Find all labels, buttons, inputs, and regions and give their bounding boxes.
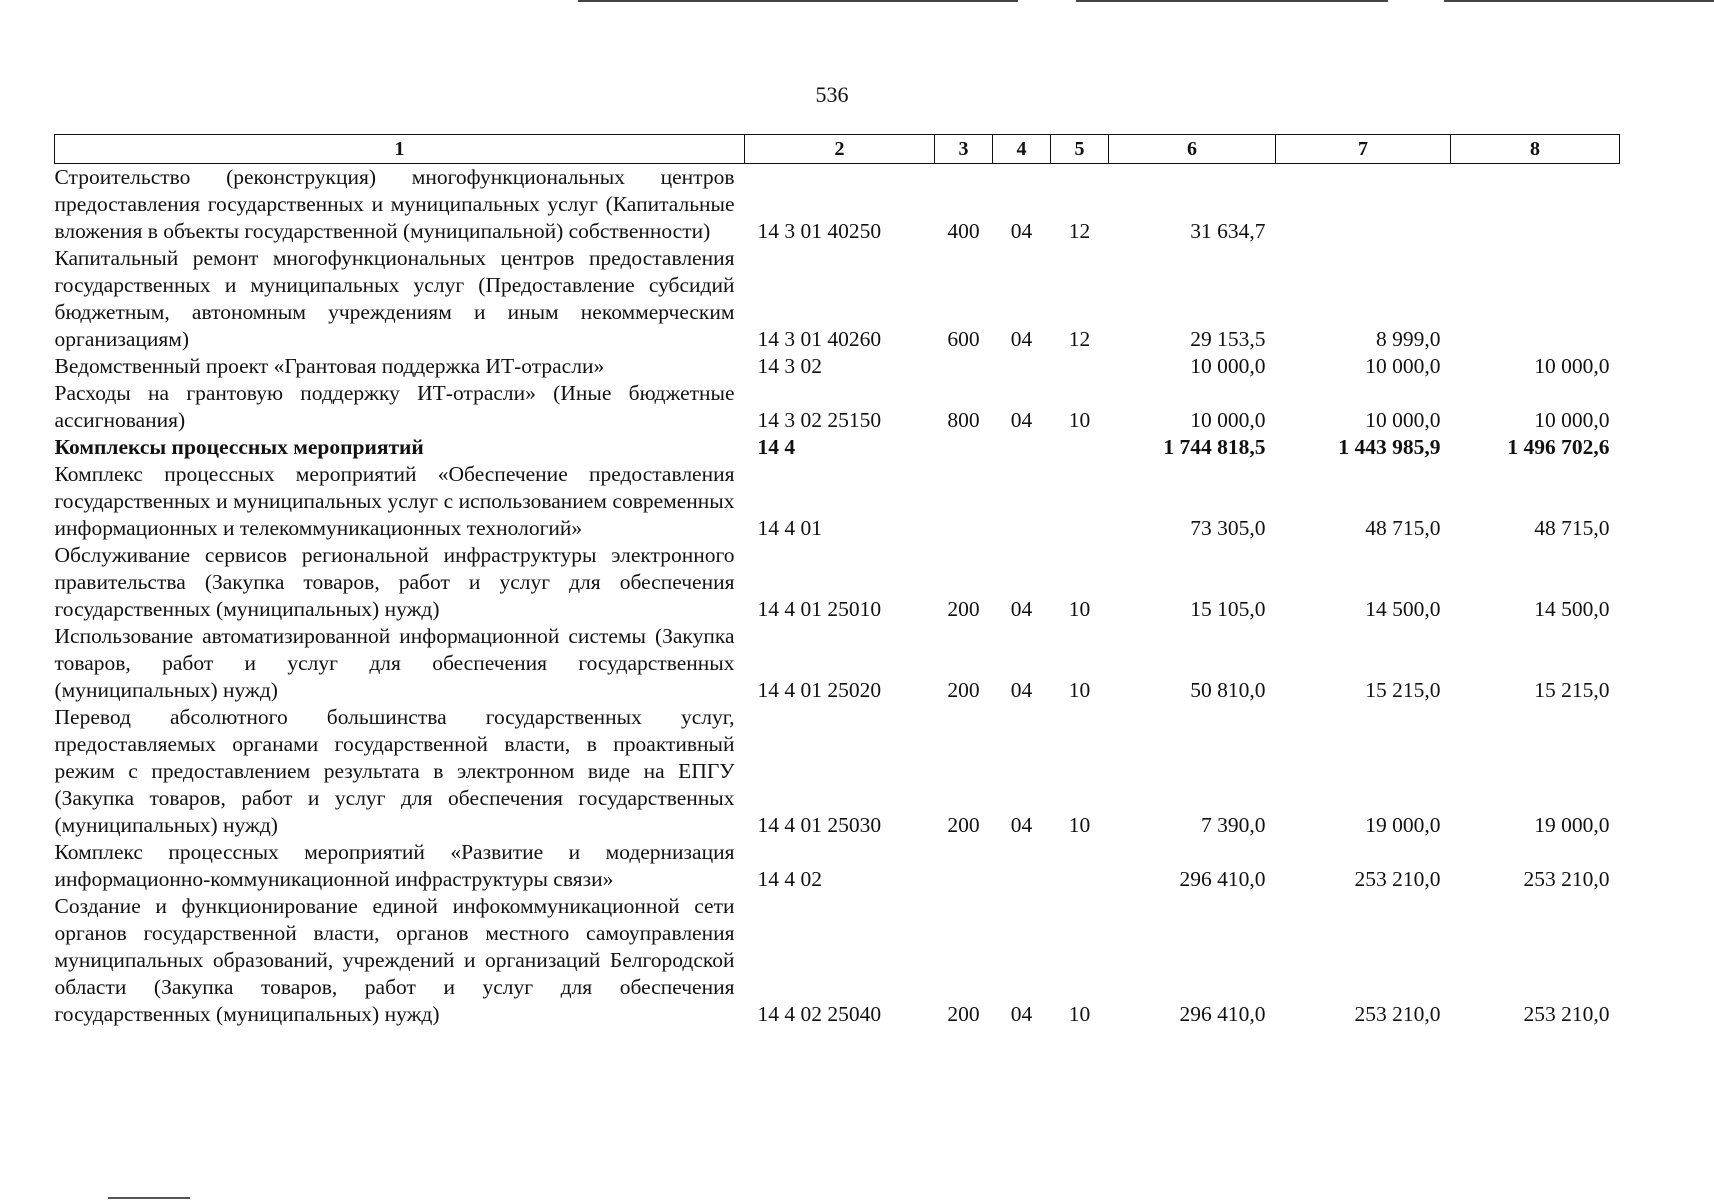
row-amount-col6-cell: 29 153,5 [1190, 327, 1266, 351]
row-amount-col7-cell: 1 443 985,9 [1338, 435, 1441, 459]
row-col5-cell: 12 [1068, 327, 1091, 351]
row-amount-col6-cell: 296 410,0 [1179, 867, 1266, 891]
row-amount-col7-cell: 253 210,0 [1354, 1002, 1441, 1026]
row-amount-col8-cell: 19 000,0 [1534, 813, 1610, 837]
row-name-cell: Создание и функционирование единой инфокоммуникационной сети органов государственной власти, органов местного самоуправления муниципальных образований, учреждений и организаций Белгородской области (Закупка товаров, работ и услуг для обеспечения государственных (муниципальных) нужд) [54, 894, 735, 1026]
row-col3-cell: 800 [947, 408, 980, 432]
table-row [55, 353, 1620, 380]
row-col3-cell: 200 [947, 813, 980, 837]
row-amount-col6-cell: 10 000,0 [1190, 354, 1266, 378]
row-amount-col7-cell: 14 500,0 [1365, 597, 1441, 621]
row-col5-cell [1051, 839, 1109, 893]
row-col3-cell [935, 434, 993, 461]
row-col3-cell: 600 [947, 327, 980, 351]
row-col4-cell [993, 434, 1051, 461]
row-code-cell: 14 4 [757, 435, 796, 459]
row-col3-cell: 400 [947, 219, 980, 243]
row-name-cell: Ведомственный проект «Грантовая поддержка ИТ-отрасли» [54, 354, 605, 378]
row-col4-cell: 04 [1010, 597, 1033, 621]
row-amount-col6-cell: 296 410,0 [1179, 1002, 1266, 1026]
row-code-cell: 14 3 01 40260 [757, 327, 882, 351]
row-amount-col6-cell: 31 634,7 [1190, 219, 1266, 243]
row-name-cell: Комплекс процессных мероприятий «Развитие и модернизация информационно-коммуникационной инфраструктуры связи» [54, 840, 735, 891]
row-code-cell: 14 4 01 25030 [757, 813, 882, 837]
row-col4-cell [993, 353, 1051, 380]
row-col5-cell [1051, 434, 1109, 461]
row-code-cell: 14 4 01 [757, 516, 822, 540]
table-row [55, 623, 1620, 704]
row-col5-cell: 10 [1068, 1002, 1091, 1026]
row-col5-cell: 10 [1068, 678, 1091, 702]
table-row [55, 380, 1620, 434]
row-amount-col7-cell: 48 715,0 [1365, 516, 1441, 540]
table-row [55, 434, 1620, 461]
row-name-cell: Комплекс процессных мероприятий «Обеспечение предоставления государственных и муниципальных услуг с использованием современных информационных и телекоммуникационных технологий» [54, 462, 735, 540]
row-col4-cell: 04 [1010, 813, 1033, 837]
column-header-1: 1 [55, 135, 745, 164]
page-number: 536 [815, 82, 849, 107]
table-body [55, 164, 1620, 1029]
row-amount-col6-cell: 73 305,0 [1190, 516, 1266, 540]
scan-edge-line [1444, 0, 1714, 2]
row-name-cell: Обслуживание сервисов региональной инфраструктуры электронного правительства (Закупка товаров, работ и услуг для обеспечения государственных (муниципальных) нужд) [54, 543, 735, 621]
row-name-cell: Строительство (реконструкция) многофункциональных центров предоставления государственных и муниципальных услуг (Капитальные вложения в объекты государственной (муниципальной) собственности) [54, 165, 735, 243]
row-col5-cell: 10 [1068, 813, 1091, 837]
scan-edge-line [578, 0, 1018, 2]
row-col3-cell: 200 [947, 597, 980, 621]
budget-table [54, 134, 1620, 1028]
row-code-cell: 14 3 02 [757, 354, 822, 378]
row-amount-col7-cell: 19 000,0 [1365, 813, 1441, 837]
row-code-cell: 14 4 01 25010 [757, 597, 882, 621]
row-amount-col8-cell: 253 210,0 [1523, 867, 1610, 891]
row-name-cell: Использование автоматизированной информационной системы (Закупка товаров, работ и услуг для обеспечения государственных (муниципальных) нужд) [54, 624, 735, 702]
footnote-separator [108, 1197, 190, 1199]
row-col4-cell: 04 [1010, 408, 1033, 432]
row-name-cell: Комплексы процессных мероприятий [54, 435, 424, 459]
table-row [55, 542, 1620, 623]
row-code-cell: 14 4 02 25040 [757, 1002, 882, 1026]
column-header-5: 5 [1051, 135, 1109, 164]
row-col4-cell: 04 [1010, 219, 1033, 243]
table-row [55, 461, 1620, 542]
row-code-cell: 14 3 01 40250 [757, 219, 882, 243]
row-amount-col6-cell: 7 390,0 [1201, 813, 1266, 837]
row-col3-cell [935, 353, 993, 380]
row-col5-cell: 12 [1068, 219, 1091, 243]
row-col5-cell: 10 [1068, 597, 1091, 621]
table-row [55, 839, 1620, 893]
row-name-cell: Перевод абсолютного большинства государственных услуг, предоставляемых органами государственной власти, в проактивный режим с предоставлением результата в электронном виде на ЕПГУ (Закупка товаров, работ и услуг для обеспечения государственных (муниципальных) нужд) [54, 705, 735, 837]
table-row [55, 704, 1620, 839]
row-amount-col8-cell: 14 500,0 [1534, 597, 1610, 621]
row-amount-col8-cell: 10 000,0 [1534, 408, 1610, 432]
column-header-8: 8 [1451, 135, 1620, 164]
column-header-6: 6 [1109, 135, 1276, 164]
row-col4-cell: 04 [1010, 678, 1033, 702]
row-amount-col8-cell: 48 715,0 [1534, 516, 1610, 540]
row-col4-cell [993, 839, 1051, 893]
row-amount-col6-cell: 1 744 818,5 [1163, 435, 1266, 459]
row-amount-col8-cell: 1 496 702,6 [1507, 435, 1610, 459]
row-amount-col8-cell: 15 215,0 [1534, 678, 1610, 702]
row-amount-col6-cell: 50 810,0 [1190, 678, 1266, 702]
table-header-row [55, 135, 1620, 164]
row-col3-cell: 200 [947, 1002, 980, 1026]
row-amount-col7-cell: 10 000,0 [1365, 354, 1441, 378]
row-col4-cell [993, 461, 1051, 542]
column-header-2: 2 [745, 135, 935, 164]
scan-edge-line [1076, 0, 1388, 2]
table-row [55, 245, 1620, 353]
table-row [55, 164, 1620, 246]
row-code-cell: 14 4 01 25020 [757, 678, 882, 702]
row-name-cell: Расходы на грантовую поддержку ИТ-отрасли» (Иные бюджетные ассигнования) [54, 381, 735, 432]
table-row [55, 893, 1620, 1028]
row-col4-cell: 04 [1010, 327, 1033, 351]
row-amount-col6-cell: 10 000,0 [1190, 408, 1266, 432]
row-amount-col8-cell [1451, 245, 1620, 353]
row-col3-cell: 200 [947, 678, 980, 702]
row-name-cell: Капитальный ремонт многофункциональных центров предоставления государственных и муниципальных услуг (Предоставление субсидий бюджетным, автономным учреждениям и иным некоммерческим организациям) [54, 246, 735, 351]
row-col5-cell [1051, 353, 1109, 380]
row-col4-cell: 04 [1010, 1002, 1033, 1026]
row-amount-col8-cell [1451, 164, 1620, 246]
row-amount-col7-cell: 10 000,0 [1365, 408, 1441, 432]
row-amount-col6-cell: 15 105,0 [1190, 597, 1266, 621]
row-col5-cell [1051, 461, 1109, 542]
row-col5-cell: 10 [1068, 408, 1091, 432]
column-header-4: 4 [993, 135, 1051, 164]
row-amount-col7-cell: 15 215,0 [1365, 678, 1441, 702]
row-code-cell: 14 3 02 25150 [757, 408, 882, 432]
row-amount-col7-cell [1276, 164, 1451, 246]
row-amount-col7-cell: 253 210,0 [1354, 867, 1441, 891]
column-header-7: 7 [1276, 135, 1451, 164]
row-code-cell: 14 4 02 [757, 867, 822, 891]
row-col3-cell [935, 461, 993, 542]
row-amount-col7-cell: 8 999,0 [1376, 327, 1441, 351]
row-amount-col8-cell: 253 210,0 [1523, 1002, 1610, 1026]
row-col3-cell [935, 839, 993, 893]
column-header-3: 3 [935, 135, 993, 164]
row-amount-col8-cell: 10 000,0 [1534, 354, 1610, 378]
